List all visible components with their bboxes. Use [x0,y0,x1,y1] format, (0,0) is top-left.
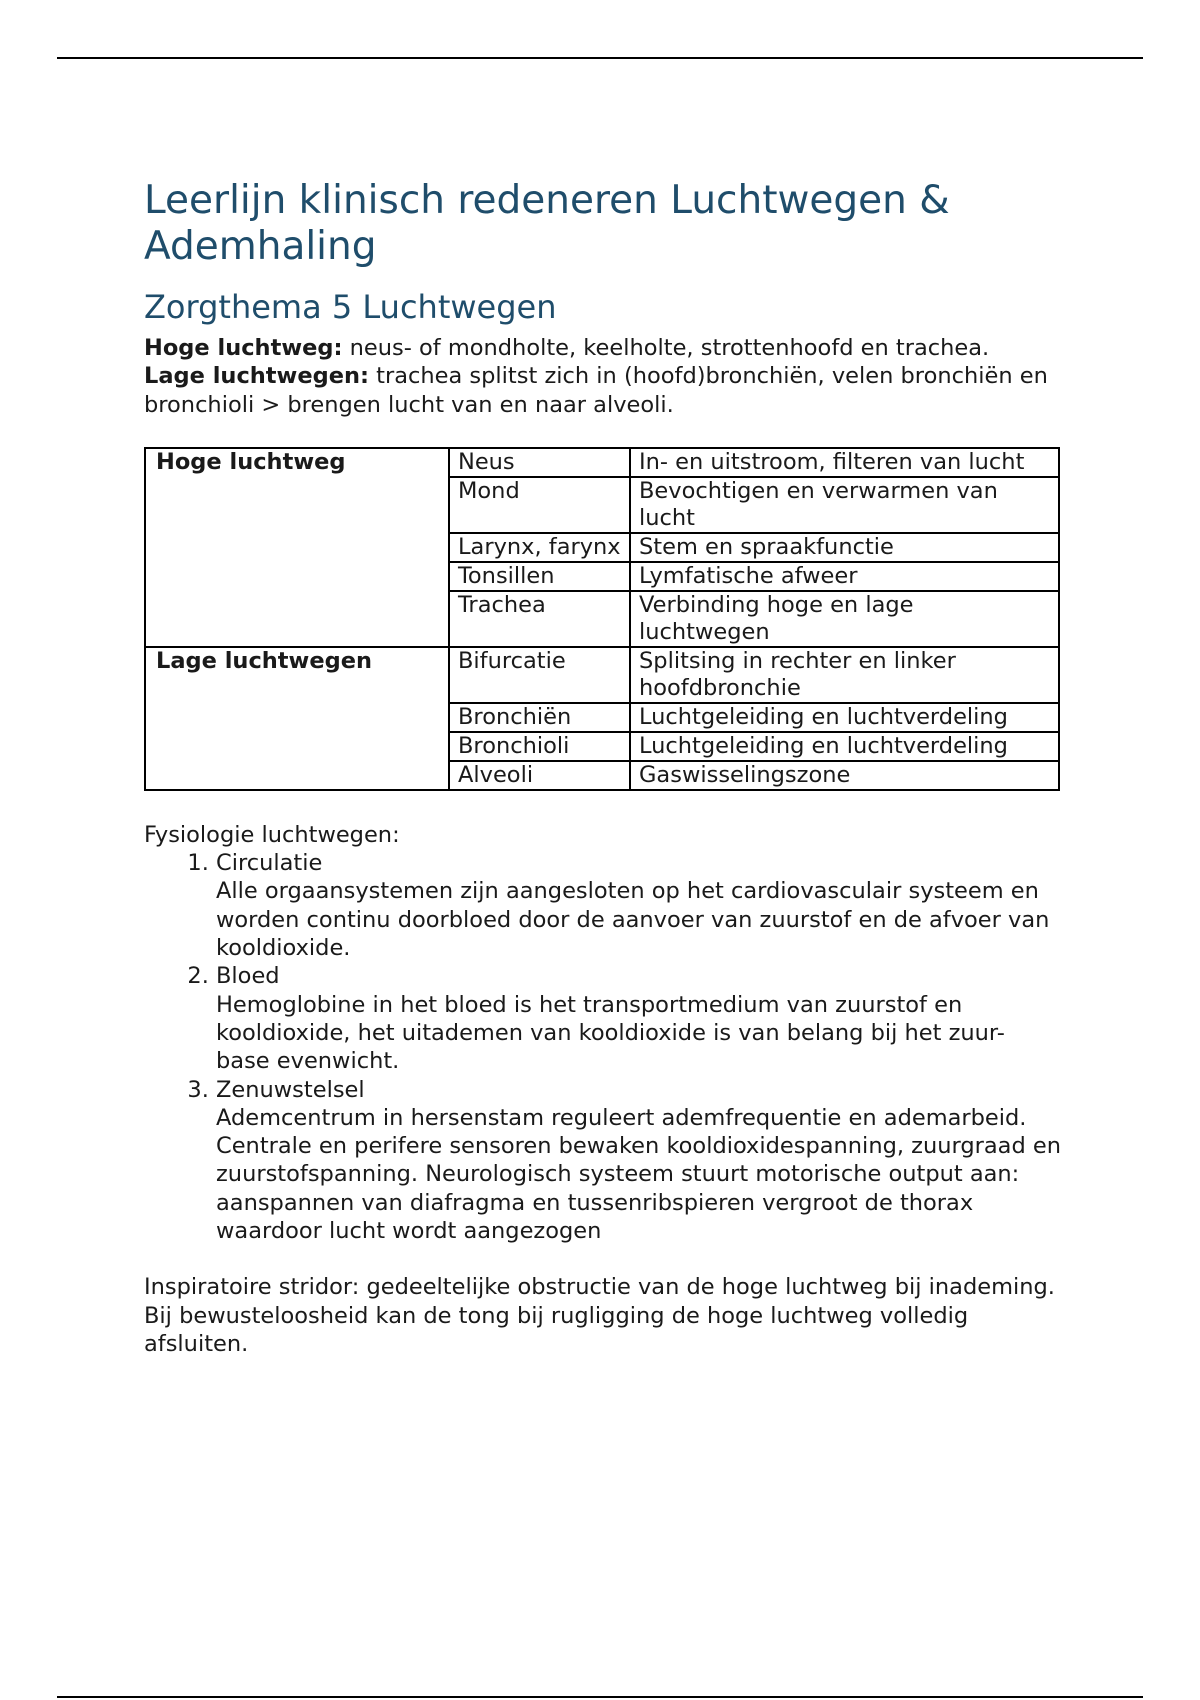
list-item-text: Ademcentrum in hersenstam reguleert ademfrequentie en ademarbeid. [216,1104,1027,1131]
intro-hoge [144,334,1064,362]
intro-lage-label: Lage luchtwegen: [144,363,369,390]
function-cell: Stem en spraakfunctie [630,533,1059,562]
notes-section [144,1273,1064,1358]
list-item-text: Hemoglobine in het bloed is het transportmedium van zuurstof en kooldioxide, het uitademen van kooldioxide is van belang bij het zuur- base evenwicht. [216,991,1005,1075]
fysiologie-section [144,821,1064,1245]
intro-hoge-text: neus- of mondholte, keelholte, strottenhoofd en trachea. [342,335,990,361]
list-item-title: 3. Zenuwstelsel [216,1076,365,1103]
function-cell: Luchtgeleiding en luchtverdeling [630,703,1059,732]
fysiologie-list [144,849,1064,1245]
function-cell: In- en uitstroom, filteren van lucht [630,448,1059,477]
fysiologie-heading: Fysiologie luchtwegen: [144,821,400,848]
part-cell: Bronchioli [449,732,630,761]
intro-lage [144,362,1064,419]
function-cell: Lymfatische afweer [630,562,1059,591]
part-cell: Mond [449,477,630,533]
part-cell: Trachea [449,591,630,647]
part-cell: Bronchiën [449,703,630,732]
function-cell: Bevochtigen en verwarmen van lucht [630,477,1059,533]
list-item-text: Centrale en perifere sensoren bewaken kooldioxidespanning, zuurgraad en zuurstofspanning. Neurologisch systeem stuurt motorische output aan: aanspannen van diafragma en tussenribspieren vergroot de thorax waardoor lucht wordt aangezogen [216,1133,1061,1245]
function-cell: Verbinding hoge en lage luchtwegen [630,591,1059,647]
airway-table [144,447,1060,791]
list-item-title: 2. Bloed [216,963,280,990]
list-item [216,849,1064,962]
note-stridor: Inspiratoire stridor: gedeeltelijke obstructie van de hoge luchtweg bij inademing. [144,1274,1055,1301]
function-cell: Splitsing in rechter en linker hoofdbronchie [630,647,1059,703]
footer-rule [57,1696,1143,1698]
part-cell: Bifurcatie [449,647,630,703]
function-cell: Gaswisselingszone [630,761,1059,790]
list-item [216,1076,1064,1246]
list-item-text: Alle orgaansystemen zijn aangesloten op het cardiovasculair systeem en worden continu doorbloed door de aanvoer van zuurstof en de afvoer van kooldioxide. [216,878,1050,962]
category-cell: Lage luchtwegen [145,647,449,790]
page-title: Leerlijn klinisch redeneren Luchtwegen & Ademhaling [144,178,950,269]
list-item [216,962,1064,1075]
note-bewusteloosheid: Bij bewusteloosheid kan de tong bij rugligging de hoge luchtweg volledig afsluiten. [144,1302,969,1357]
table-row [145,448,1059,477]
section-heading: Zorgthema 5 Luchtwegen [144,288,557,326]
part-cell: Neus [449,448,630,477]
part-cell: Alveoli [449,761,630,790]
intro-lage-text: trachea splitst zich in (hoofd)bronchiën, velen bronchiën en bronchioli > brengen lucht van en naar alveoli. [144,363,1048,418]
header-rule [57,57,1143,59]
list-item-title: 1. Circulatie [216,850,323,877]
intro-hoge-label: Hoge luchtweg: [144,335,343,361]
part-cell: Larynx, farynx [449,533,630,562]
document-body [144,178,1064,1358]
function-cell: Luchtgeleiding en luchtverdeling [630,732,1059,761]
table-row [145,647,1059,703]
part-cell: Tonsillen [449,562,630,591]
category-cell: Hoge luchtweg [145,448,449,647]
